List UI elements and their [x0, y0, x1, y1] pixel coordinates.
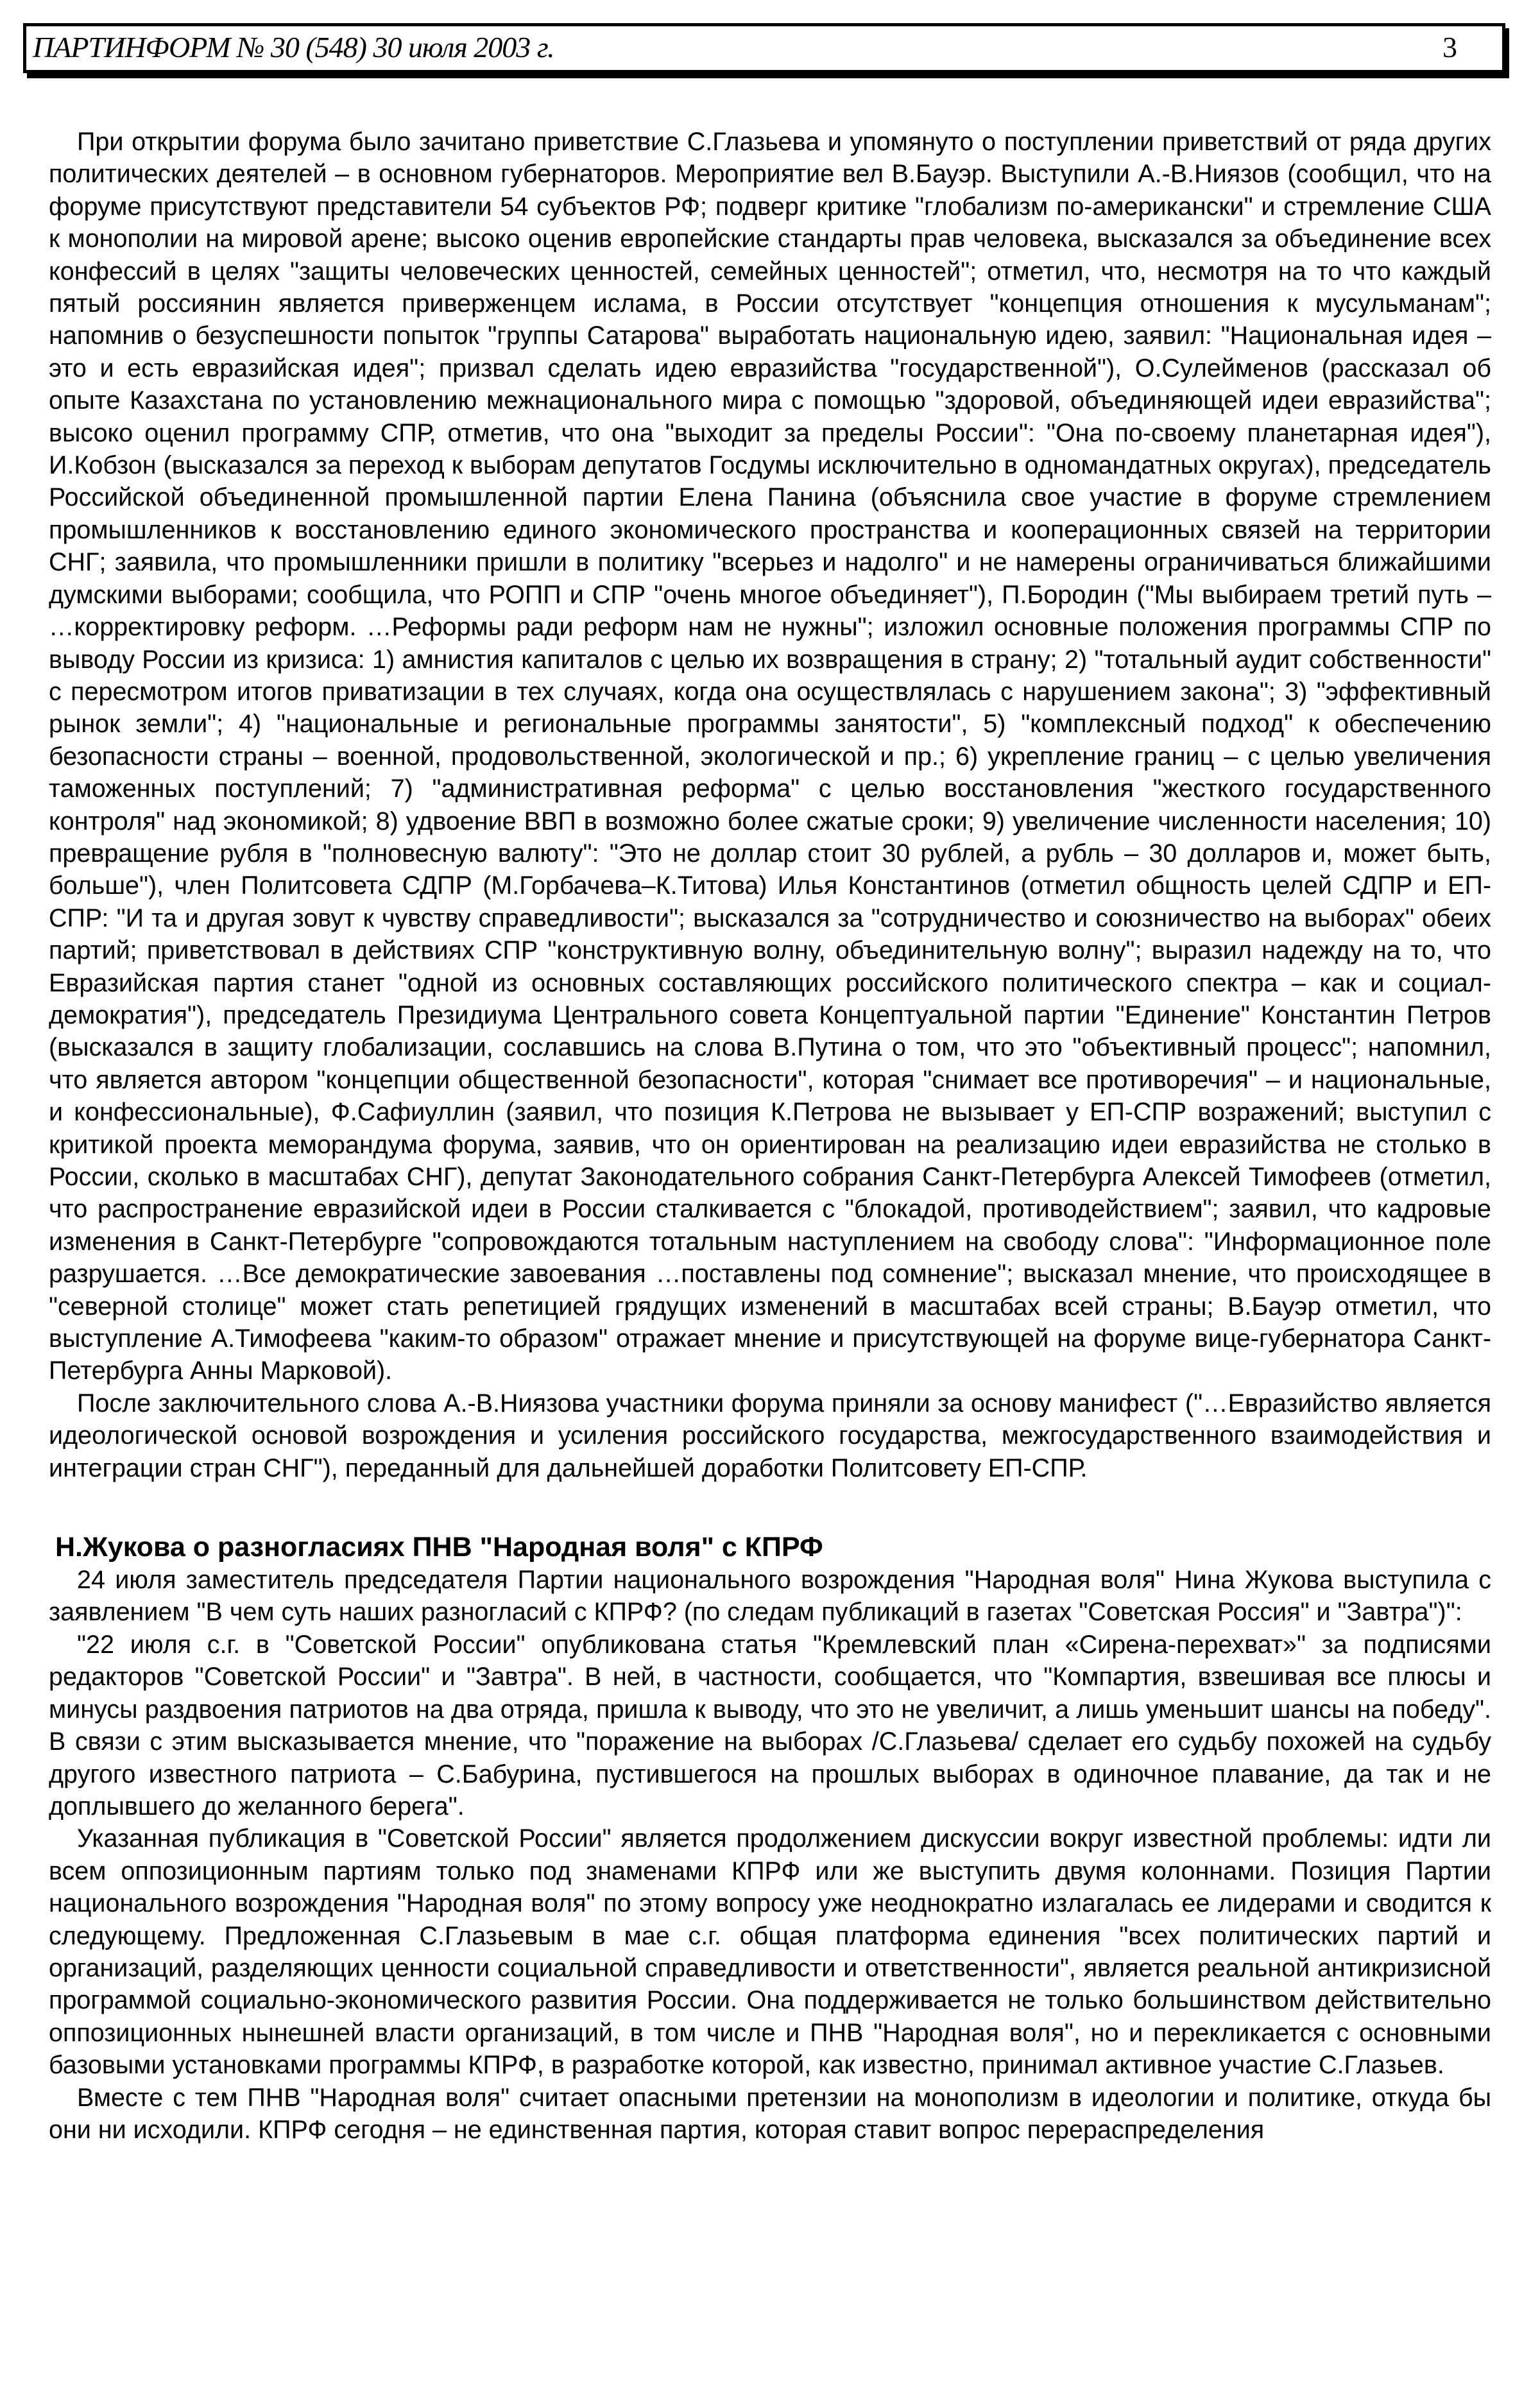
publication-title: ПАРТИНФОРМ № 30 (548) 30 июля 2003 г. [33, 31, 554, 64]
paragraph: Указанная публикация в "Советской России" является продолжением дискуссии вокруг известной проблемы: идти ли всем оппозиционным партиям только под знаменами КПРФ или же выступить двумя колоннами. Позиция Партии национального возрождения "Народная воля" по этому вопросу уже неоднократно излагалась ее лидерами и сводится к следующему. Предложенная С.Глазьевым в мае с.г. общая платформа единения "всех политических партий и организаций, разделяющих ценности социальной справедливости и ответственности", является реальной антикризисной программой социально-экономического развития России. Она поддерживается не только большинством действительно оппозиционных нынешней власти организаций, в том числе и ПНВ "Народная воля", но и перекликается с основными базовыми установками программы КПРФ, в разработке которой, как известно, принимал активное участие С.Глазьев. [49, 1824, 1491, 2080]
paragraph: После заключительного слова А.-В.Ниязова участники форума приняли за основу манифест ("…Евразийство является идеологической основой возрождения и усиления российского государства, межгосударственного взаимодействия и интеграции стран СНГ"), переданный для дальнейшей доработки Политсовету ЕП-СПР. [49, 1389, 1491, 1482]
paragraph: При открытии форума было зачитано приветствие С.Глазьева и упомянуто о поступлении приветствий от ряда других политических деятелей – в основном губернаторов. Мероприятие вел В.Бауэр. Выступили А.-В.Ниязов (сообщил, что на форуме присутствуют представители 54 субъектов РФ; подверг критике "глобализм по-американски" и стремление США к монополии на мировой арене; высоко оценив европейские стандарты прав человека, высказался за объединение всех конфессий в целях "защиты человеческих ценностей, семейных ценностей"; отметил, что, несмотря на то что каждый пятый россиянин является приверженцем ислама, в России отсутствует "концепция отношения к мусульманам"; напомнив о безуспешности попыток "группы Сатарова" выработать национальную идею, заявил: "Национальная идея – это и есть евразийская идея"; призвал сделать идею евразийства "государственной"), О.Сулейменов (рассказал об опыте Казахстана по установлению межнационального мира с помощью "здоровой, объединяющей идеи евразийства"; высоко оценил программу СПР, отметив, что она "выходит за пределы России": "Она по-своему планетарная идея"), И.Кобзон (высказался за переход к выборам депутатов Госдумы исключительно в одномандатных округах), председатель Российской объединенной промышленной партии Елена Панина (объяснила свое участие в форуме стремлением промышленников к восстановлению единого экономического пространства и кооперационных связей на территории СНГ; заявила, что промышленники пришли в политику "всерьез и надолго" и не намерены ограничиваться ближайшими думскими выборами; сообщила, что РОПП и СПР "очень многое объединяет"), П.Бородин ("Мы выбираем третий путь – …корректировку реформ. …Реформы ради реформ нам не нужны"; изложил основные положения программы СПР по выводу России из кризиса: 1) амнистия капиталов с целью их возвращения в страну; 2) "тотальный аудит собственности" с пересмотром итогов приватизации в тех случаях, когда она осуществлялась с нарушением закона"; 3) "эффективный рынок земли"; 4) "национальные и региональные программы занятости", 5) "комплексный подход" к обеспечению безопасности страны – военной, продовольственной, экологической и пр.; 6) укрепление границ – с целью увеличения таможенных поступлений; 7) "административная реформа" с целью восстановления "жесткого государственного контроля" над экономикой; 8) удвоение ВВП в возможно более сжатые сроки; 9) увеличение численности населения; 10) превращение рубля в "полновесную валюту": "Это не доллар стоит 30 рублей, а рубль – 30 долларов и, может быть, больше"), член Политсовета СДПР (М.Горбачева–К.Титова) Илья Константинов (отметил общность целей СДПР и ЕП-СПР: "И та и другая зовут к чувству справедливости"; высказался за "сотрудничество и союзничество на выборах" обеих партий; приветствовал в действиях СПР "конструктивную волну, объединительную волну"; выразил надежду на то, что Евразийская партия станет "одной из основных составляющих российского политического спектра – как и социал-демократия"), председатель Президиума Центрального совета Концептуальной партии "Единение" Константин Петров (высказался в защиту глобализации, сославшись на слова В.Путина о том, что это "объективный процесс"; напомнил, что является автором "концепции общественной безопасности", которая "снимает все противоречия" – и национальные, и конфессиональные), Ф.Сафиуллин (заявил, что позиция К.Петрова не вызывает у ЕП-СПР возражений; выступил с критикой проекта меморандума форума, заявив, что он ориентирован на реализацию идеи евразийства не столько в России, сколько в масштабах СНГ), депутат Законодательного собрания Санкт-Петербурга Алексей Тимофеев (отметил, что распространение евразийской идеи в России сталкивается с "блокадой, противодействием"; заявил, что кадровые изменения в Санкт-Петербурге "сопровождаются тотальным наступлением на свободу слова": "Информационное поле разрушается. …Все демократические завоевания …поставлены под сомнение"; высказал мнение, что происходящее в "северной столице" может стать репетицией грядущих изменений в масштабах всей страны; В.Бауэр отметил, что выступление А.Тимофеева "каким-то образом" отражает мнение и присутствующей на форуме вице-губернатора Санкт-Петербурга Анны Марковой). [49, 128, 1491, 1385]
page-number: 3 [1442, 31, 1457, 64]
section-heading: Н.Жукова о разногласиях ПНВ "Народная воля" с КПРФ [55, 1532, 823, 1563]
paragraph: Вместе с тем ПНВ "Народная воля" считает опасными претензии на монополизм в идеологии и политике, откуда бы они ни исходили. КПРФ сегодня – не единственная партия, которая ставит вопрос перераспределения [49, 2083, 1491, 2144]
paragraph: "22 июля с.г. в "Советской России" опубликована статья "Кремлевский план «Сирена-перехват»" за подписями редакторов "Советской России" и "Завтра". В ней, в частности, сообщается, что "Компартия, взвешивая все плюсы и минусы раздвоения патриотов на два отряда, пришла к выводу, что это не увеличит, а лишь уменьшит шансы на победу". В связи с этим высказывается мнение, что "поражение на выборах /С.Глазьева/ сделает его судьбу похожей на судьбу другого известного патриота – С.Бабурина, пустившегося на прошлых выборах в одиночное плавание, да так и не доплывшего до желанного берега". [49, 1630, 1491, 1821]
article-body [49, 126, 1491, 2146]
paragraph: 24 июля заместитель председателя Партии национального возрождения "Народная воля" Нина Жукова выступила с заявлением "В чем суть наших разногласий с КПРФ? (по следам публикаций в газетах "Советская Россия" и "Завтра")": [49, 1566, 1491, 1627]
page-header [23, 23, 1505, 73]
